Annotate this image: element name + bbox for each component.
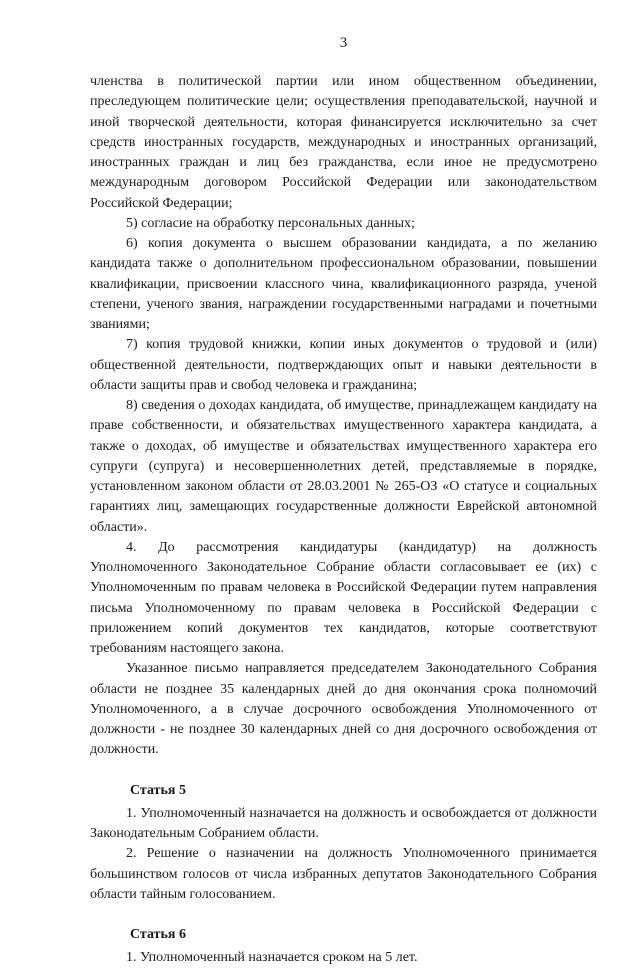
article-6-paragraph-1: 1. Уполномоченный назначается сроком на 5 лет.: [126, 950, 418, 966]
paragraph-part-4: 4. До рассмотрения кандидатуры (кандидатур) на должность Уполномоченного Законодательное Собрание области согласовывает ее (их) с Уполномоченным по правам человека в Российской Федерации путем направления письма Уполномоченному по правам человека в Российской Федерации с приложением копий документов тех кандидатов, которые соответствуют требованиям настоящего закона.: [90, 539, 597, 656]
paragraph-item-5: 5) согласие на обработку персональных данных;: [126, 215, 415, 231]
document-page: [90, 34, 597, 969]
paragraph-item-7: 7) копия трудовой книжки, копии иных документов о трудовой и (или) общественной деятельности, подтверждающих опыт и навыки деятельности в области защиты прав и свобод человека и гражданина;: [90, 337, 597, 393]
paragraph-item-6: 6) копия документа о высшем образовании кандидата, а по желанию кандидата также о дополнительном профессиональном образовании, повышении квалификации, присвоении классного чина, квалификационного разряда, ученой степени, ученого звания, награждении государственными наградами и почетными званиями;: [90, 236, 597, 332]
paragraph-continuation: членства в политической партии или ином общественном объединении, преследующем политические цели; осуществления преподавательской, научной и иной творческой деятельности, которая финансируется исключительно за счет средств иностранных государств, международных и иностранных организаций, иностранных граждан и лиц без гражданства, если иное не предусмотрено международным договором Российской Федерации или законодательством Российской Федерации;: [90, 74, 597, 211]
article-5-paragraph-1: 1. Уполномоченный назначается на должность и освобождается от должности Законодательным Собранием области.: [90, 805, 597, 841]
article-5-paragraph-2: 2. Решение о назначении на должность Уполномоченного принимается большинством голосов от числа избранных депутатов Законодательного Собрания области тайным голосованием.: [90, 846, 597, 902]
article-6-title: Статья 6: [130, 927, 186, 942]
paragraph-item-8: 8) сведения о доходах кандидата, об имуществе, принадлежащем кандидату на праве собственности, и обязательствах имущественного характера кандидата, а также о доходах, об имуществе и обязательствах имущественного характера его супруги (супруга) и несовершеннолетних детей, представляемые в порядке, установленном законом области от 28.03.2001 № 265-ОЗ «О статусе и социальных гарантиях лиц, замещающих государственные должности Еврейской автономной области».: [90, 398, 597, 535]
page-number: 3: [339, 35, 348, 51]
paragraph-letter-deadline: Указанное письмо направляется председателем Законодательного Собрания области не позднее 35 календарных дней до дня окончания срока полномочий Уполномоченного, а в случае досрочного освобождения Уполномоченного от должности - не позднее 30 календарных дней со дня досрочного освобождения от должности.: [90, 661, 597, 758]
article-5-title: Статья 5: [130, 782, 186, 798]
